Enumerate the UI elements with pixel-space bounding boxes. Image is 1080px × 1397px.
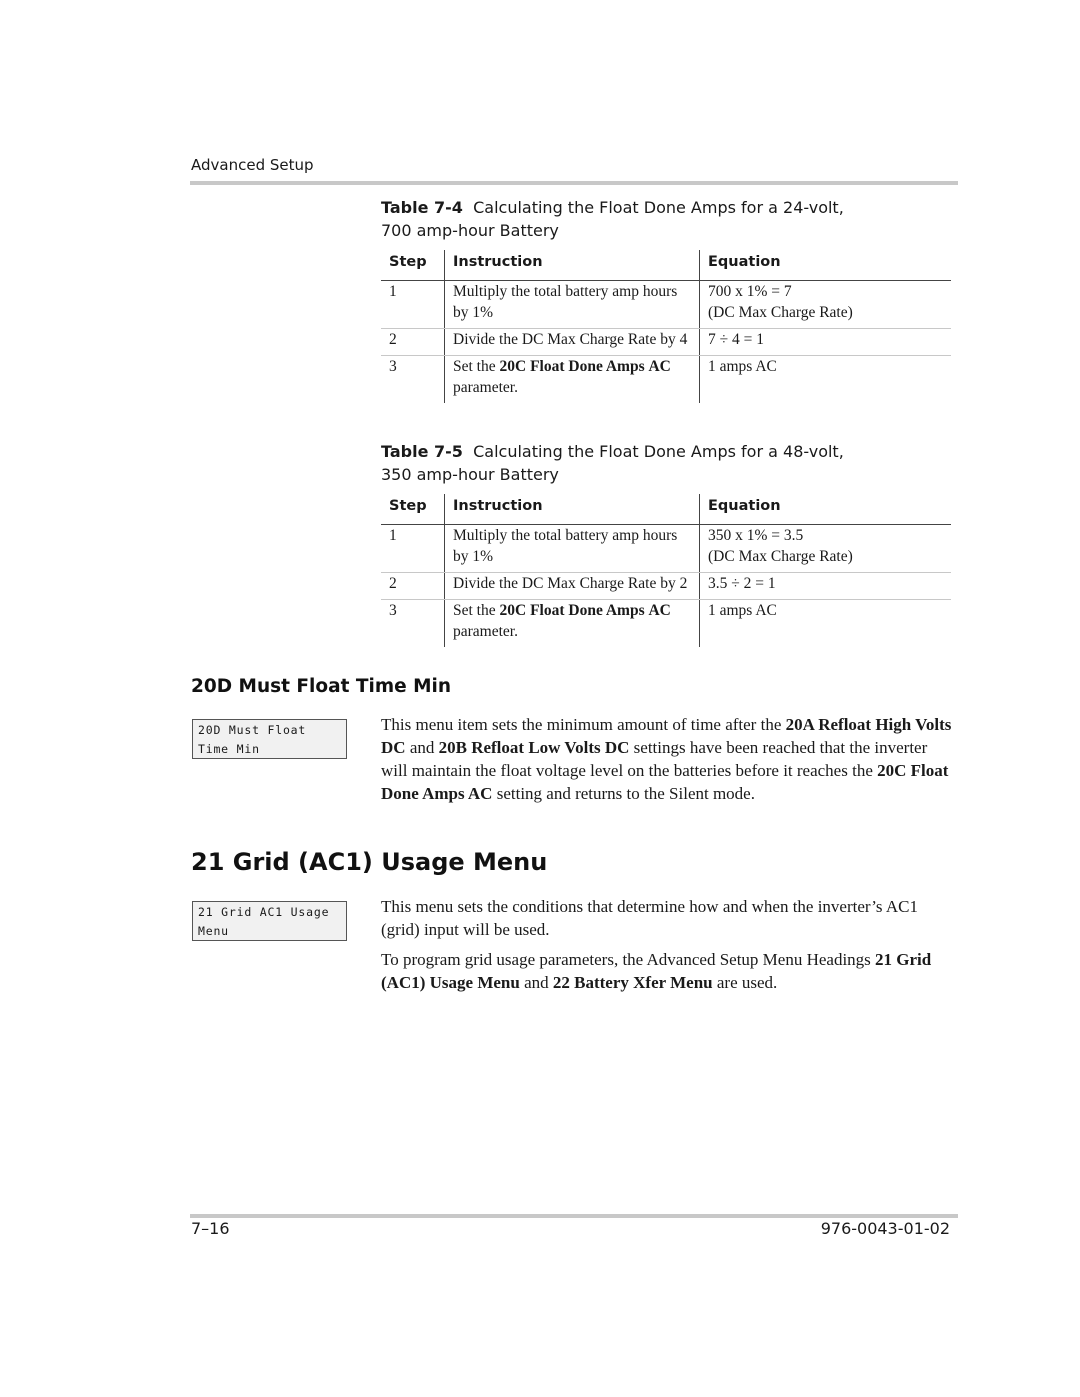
instruction-cell bbox=[445, 356, 700, 404]
equation-cell bbox=[700, 573, 952, 600]
equation-line: 1 amps AC bbox=[708, 602, 777, 619]
body-text: To program grid usage parameters, the Advanced Setup Menu Headings bbox=[381, 950, 876, 969]
instruction-cell: Divide the DC Max Charge Rate by 4 bbox=[445, 329, 700, 356]
equation-line: 700 x 1% = 7 bbox=[708, 283, 792, 300]
table-caption-label: Table 7-5 bbox=[381, 442, 463, 461]
page-number: 7–16 bbox=[191, 1219, 230, 1238]
column-header-instruction: Instruction bbox=[445, 494, 700, 525]
lcd-line: Time Min bbox=[198, 742, 260, 756]
parameter-name: 20C Float Done Amps AC bbox=[381, 761, 949, 803]
equation-line: 3.5 ÷ 2 = 1 bbox=[708, 575, 776, 592]
step-cell: 3 bbox=[389, 358, 397, 375]
paragraph-21-intro: This menu sets the conditions that determine how and when the inverter’s AC1 (grid) input will be used. bbox=[381, 897, 918, 939]
table-row bbox=[381, 525, 951, 573]
table-caption-text: Calculating the Float Done Amps for a 24-volt, 700 amp-hour Battery bbox=[381, 198, 844, 240]
instruction-cell: Multiply the total battery amp hours by 1% bbox=[445, 525, 700, 573]
instruction-cell bbox=[445, 600, 700, 648]
table-caption-label: Table 7-4 bbox=[381, 198, 463, 217]
lcd-line: Menu bbox=[198, 924, 229, 938]
table-caption-text: Calculating the Float Done Amps for a 48-volt, 350 amp-hour Battery bbox=[381, 442, 844, 484]
table-row bbox=[381, 329, 951, 356]
instruction-text: parameter. bbox=[453, 623, 518, 640]
instruction-text: Set the bbox=[453, 358, 500, 375]
lcd-line: 21 Grid AC1 Usage bbox=[198, 905, 330, 919]
paragraph-21-program bbox=[381, 948, 953, 994]
running-head: Advanced Setup bbox=[191, 156, 314, 174]
instruction-text: parameter. bbox=[453, 379, 518, 396]
parameter-name: 20C Float Done Amps bbox=[499, 358, 645, 375]
lcd-line: 20D Must Float bbox=[198, 723, 307, 737]
column-header-equation: Equation bbox=[700, 494, 952, 525]
section-heading-21: 21 Grid (AC1) Usage Menu bbox=[191, 848, 548, 876]
table-row bbox=[381, 600, 951, 648]
document-number: 976-0043-01-02 bbox=[820, 1219, 950, 1238]
column-header-equation: Equation bbox=[700, 250, 952, 281]
equation-cell bbox=[700, 281, 952, 329]
equation-cell bbox=[700, 356, 952, 404]
section-heading-20d: 20D Must Float Time Min bbox=[191, 676, 452, 697]
instruction-cell: Divide the DC Max Charge Rate by 2 bbox=[445, 573, 700, 600]
body-text: settings have been reached that the inverter will maintain the float voltage level on the batteries before it reaches the bbox=[381, 738, 928, 780]
body-text: setting and returns to the Silent mode. bbox=[492, 784, 755, 803]
column-header-step: Step bbox=[381, 250, 445, 281]
step-cell: 1 bbox=[381, 525, 445, 573]
lcd-display-20d bbox=[192, 719, 347, 759]
parameter-name: 20A Refloat High Volts DC bbox=[381, 715, 952, 757]
parameter-name: 20B Refloat Low Volts DC bbox=[438, 738, 630, 757]
table-7-4 bbox=[381, 250, 951, 403]
body-text: This menu item sets the minimum amount of time after the bbox=[381, 715, 786, 734]
step-cell: 3 bbox=[389, 602, 397, 619]
equation-line: 350 x 1% = 3.5 bbox=[708, 527, 804, 544]
table-row bbox=[381, 356, 951, 404]
paragraph-20d bbox=[381, 713, 953, 805]
table-row bbox=[381, 573, 951, 600]
step-cell: 2 bbox=[381, 329, 445, 356]
parameter-name: 20C Float Done Amps bbox=[499, 602, 645, 619]
step-cell: 2 bbox=[381, 573, 445, 600]
equation-cell bbox=[700, 600, 952, 648]
menu-heading-reference: 21 Grid (AC1) Usage Menu bbox=[381, 950, 932, 992]
equation-line: 7 ÷ 4 = 1 bbox=[708, 331, 764, 348]
footer-rule bbox=[190, 1214, 958, 1218]
column-header-step: Step bbox=[381, 494, 445, 525]
equation-cell bbox=[700, 525, 952, 573]
table-7-5-caption bbox=[381, 440, 861, 486]
table-7-4-caption bbox=[381, 196, 861, 242]
header-rule bbox=[190, 181, 958, 185]
parameter-name-suffix: AC bbox=[648, 602, 671, 619]
column-header-instruction: Instruction bbox=[445, 250, 700, 281]
equation-note: (DC Max Charge Rate) bbox=[708, 304, 853, 321]
table-row bbox=[381, 281, 951, 329]
menu-heading-reference: 22 Battery Xfer Menu bbox=[552, 973, 713, 992]
table-7-5 bbox=[381, 494, 951, 647]
instruction-cell: Multiply the total battery amp hours by 1% bbox=[445, 281, 700, 329]
step-cell: 1 bbox=[381, 281, 445, 329]
parameter-name-suffix: AC bbox=[648, 358, 671, 375]
instruction-text: Set the bbox=[453, 602, 500, 619]
equation-cell bbox=[700, 329, 952, 356]
equation-note: (DC Max Charge Rate) bbox=[708, 548, 853, 565]
lcd-display-21 bbox=[192, 901, 347, 941]
body-text: and bbox=[519, 973, 553, 992]
body-text: are used. bbox=[712, 973, 778, 992]
body-text: and bbox=[405, 738, 439, 757]
equation-line: 1 amps AC bbox=[708, 358, 777, 375]
